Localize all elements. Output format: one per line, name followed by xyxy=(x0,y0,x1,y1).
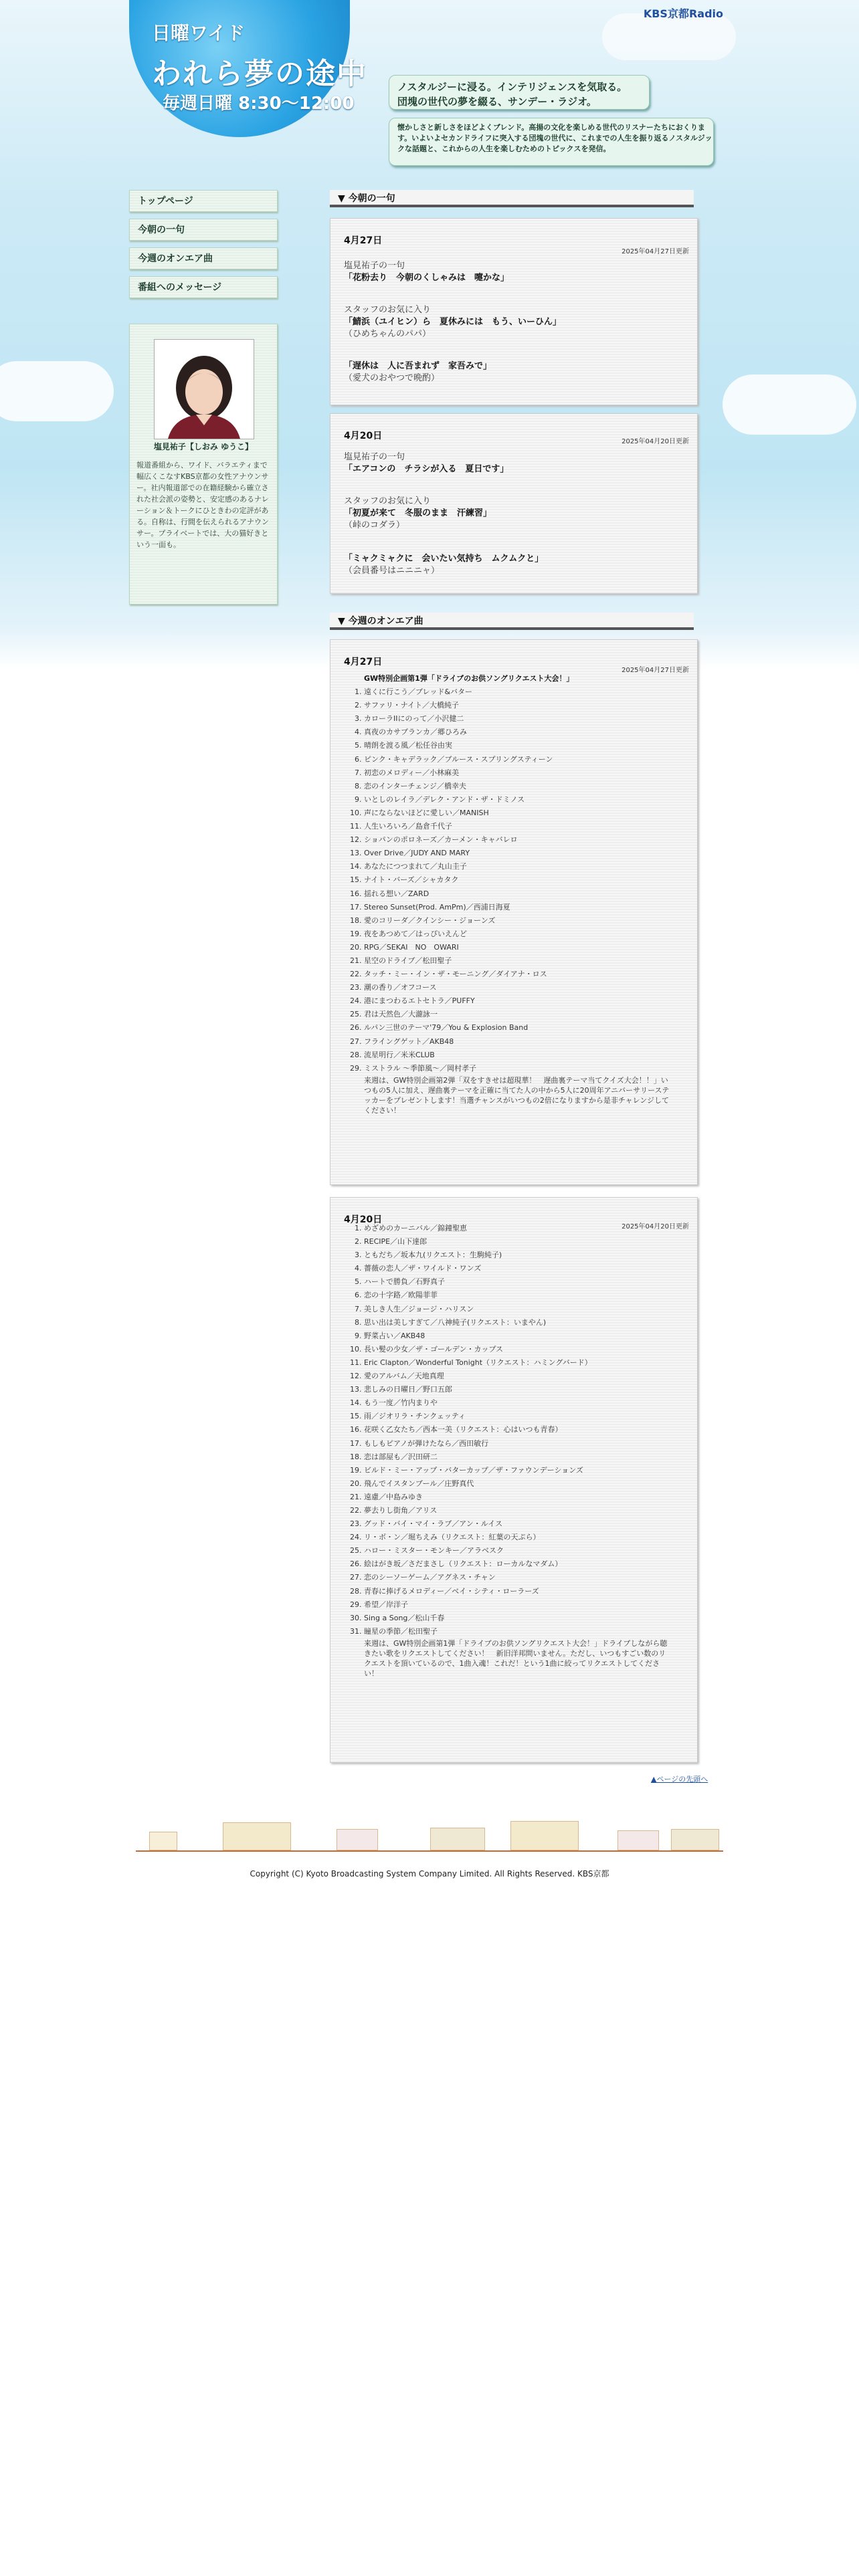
song-item: 24. 港にまつわるエトセトラ／PUFFY xyxy=(364,994,672,1008)
song-item: 4. 薔薇の恋人／ザ・ワイルド・ワンズ xyxy=(364,1262,672,1275)
haiku-entry xyxy=(330,218,698,405)
song-item: 25. 君は天然色／大瀧詠一 xyxy=(364,1008,672,1021)
song-item: 19. 夜をあつめて／はっぴいえんど xyxy=(364,928,672,941)
host-haiku xyxy=(344,451,665,475)
staff-haiku-label: スタッフのお気に入り xyxy=(344,496,432,506)
song-item: 26. ルパン三世のテーマ'79／You & Explosion Band xyxy=(364,1021,672,1035)
song-item: 11. Eric Clapton／Wonderful Tonight（リクエスト：ハミングバード） xyxy=(364,1356,672,1370)
song-item: 19. ビルド・ミー・アップ・バターカップ／ザ・ファウンデーションズ xyxy=(364,1464,672,1477)
house-illustration xyxy=(149,1832,177,1850)
song-item: 10. 声にならないほどに愛しい／MANISH xyxy=(364,807,672,820)
song-item: 25. ハロー・ミスター・モンキー／アラベスク xyxy=(364,1544,672,1558)
song-item: 12. 愛のアルバム／天地真理 xyxy=(364,1370,672,1383)
song-item: 14. あなたにつつまれて／丸山圭子 xyxy=(364,860,672,873)
house-illustration xyxy=(510,1821,579,1850)
host-haiku-label: 塩見祐子の一句 xyxy=(344,261,405,271)
section-title-haiku: ▼ 今朝の一句 xyxy=(330,190,694,207)
house-illustration xyxy=(671,1829,719,1850)
song-list xyxy=(344,672,672,1115)
logo-schedule: 毎週日曜 8:30～12:00 xyxy=(163,94,355,114)
song-item: 9. いとしのレイラ／デレク・アンド・ザ・ドミノス xyxy=(364,793,672,807)
host-haiku-text: 「エアコンの チラシが入る 夏日です」 xyxy=(344,464,509,474)
song-item: 24. リ・ボ・ン／堀ちえみ（リクエスト：紅葉の天ぷら） xyxy=(364,1531,672,1544)
cloud-decoration xyxy=(723,374,856,435)
song-item: 31. 瞳星の季節／松田聖子 xyxy=(364,1625,672,1638)
song-item: 6. 恋の十字路／欧陽菲菲 xyxy=(364,1289,672,1302)
song-ordered-list xyxy=(344,1222,672,1638)
town-illustration xyxy=(136,1816,723,1852)
song-item: 1. めざめのカーニバル／錦鐘聖恵 xyxy=(364,1222,672,1235)
listener-haiku xyxy=(344,360,665,385)
tagline: ノスタルジーに浸る。インテリジェンスを気取る。 団塊の世代の夢を綴る、サンデー・ラジオ。 xyxy=(397,81,628,108)
page-top-link[interactable]: ▲ページの先頭へ xyxy=(651,1775,708,1784)
song-item: 16. 揺れる想い／ZARD xyxy=(364,887,672,901)
listener-haiku-author: （愛犬のおやつで晩酌） xyxy=(344,373,440,383)
song-item: 13. Over Drive／JUDY AND MARY xyxy=(364,847,672,860)
onair-week xyxy=(330,639,698,1185)
entry-date: 4月27日 xyxy=(344,235,383,246)
updated-date: 2025年04月27日更新 xyxy=(622,248,689,255)
song-item: 1. 遠くに行こう／ブレッド&バター xyxy=(364,685,672,699)
house-illustration xyxy=(223,1822,291,1850)
song-item: 2. サファリ・ナイト／大橋純子 xyxy=(364,699,672,712)
side-nav xyxy=(129,190,278,305)
song-item: 6. ピンク・キャデラック／ブルース・スプリングスティーン xyxy=(364,753,672,766)
copyright: Copyright (C) Kyoto Broadcasting System Company Limited. All Rights Reserved. KBS京都 xyxy=(250,1869,609,1879)
song-item: 22. タッチ・ミー・イン・ザ・モーニング／ダイアナ・ロス xyxy=(364,968,672,981)
song-item: 17. Stereo Sunset(Prod. AmPm)／西浦日海夏 xyxy=(364,901,672,914)
song-item: 11. 人生いろいろ／島倉千代子 xyxy=(364,820,672,833)
host-bio: 報道番組から、ワイド、バラエティまで幅広くこなすKBS京都の女性アナウンサー。社内報道部での在籍経験から確立された社会派の姿勢と、安定感のあるナレーション＆トークにひときわの定評がある。自称は、行間を伝えられるアナウンサー。プライベートでは、大の猫好きという一面も。 xyxy=(136,461,269,549)
song-item: 23. 潮の香り／オフコース xyxy=(364,981,672,994)
song-list xyxy=(344,1222,672,1679)
week-date: 4月20日 xyxy=(344,1214,383,1225)
updated-date: 2025年04月27日更新 xyxy=(622,667,689,674)
song-item: 28. 流星明行／米米CLUB xyxy=(364,1049,672,1062)
song-item: 29. 希望／岸洋子 xyxy=(364,1598,672,1612)
listener-haiku-author: （会員番号はニニニャ） xyxy=(344,566,440,576)
host-profile xyxy=(129,324,278,605)
song-item: 30. Sing a Song／松山千春 xyxy=(364,1612,672,1625)
playlist-title: GW特別企画第1弾「ドライブのお供ソングリクエスト大会！」 xyxy=(364,674,574,683)
host-name: 塩見祐子【しおみ ゆうこ】 xyxy=(153,442,254,451)
listener-haiku xyxy=(344,553,665,577)
nav-item-haiku[interactable]: 今朝の一句 xyxy=(129,219,278,241)
song-item: 14. もう一度／竹内まりや xyxy=(364,1396,672,1410)
song-item: 27. 恋のシーソーゲーム／アグネス・チャン xyxy=(364,1571,672,1584)
song-item: 22. 夢去りし街角／アリス xyxy=(364,1504,672,1517)
listener-haiku-text: 「遅休は 人に吾まれず 家吾みで」 xyxy=(344,361,492,371)
staff-haiku xyxy=(344,496,665,532)
song-item: 20. RPG／SEKAI NO OWARI xyxy=(364,941,672,954)
host-haiku-text: 「花粉去り 今朝のくしゃみは 嚏かな」 xyxy=(344,273,510,283)
song-item: 15. ナイト・バーズ／シャカタク xyxy=(364,873,672,887)
song-item: 23. グッド・バイ・マイ・ラブ／アン・ルイス xyxy=(364,1517,672,1531)
staff-haiku-author: （ひめちゃんのパパ） xyxy=(344,329,432,339)
song-item: 17. もしもピアノが弾けたなら／西田敏行 xyxy=(364,1437,672,1451)
song-ordered-list xyxy=(344,685,672,1075)
song-item: 8. 恋のインターチェンジ／橋幸夫 xyxy=(364,780,672,793)
staff-haiku-text: 「初夏が来て 冬服のまま 汗練習」 xyxy=(344,508,492,518)
song-item: 21. 星空のドライブ／松田聖子 xyxy=(364,954,672,968)
nav-item-top[interactable]: トップページ xyxy=(129,190,278,212)
song-item: 27. フライングゲット／AKB48 xyxy=(364,1035,672,1049)
nav-item-onair[interactable]: 今週のオンエア曲 xyxy=(129,247,278,270)
song-item: 5. ハートで勝負／石野真子 xyxy=(364,1275,672,1289)
cloud-decoration xyxy=(0,361,114,421)
program-logo[interactable] xyxy=(129,0,383,137)
song-item: 13. 悲しみの日曜日／野口五郎 xyxy=(364,1383,672,1396)
song-item: 16. 花咲く乙女たち／西本一美（リクエスト：心はいつも青春） xyxy=(364,1423,672,1436)
song-item: 18. 愛のコリーダ／クインシー・ジョーンズ xyxy=(364,914,672,928)
tagline-box xyxy=(389,75,650,110)
playlist-note: 来週は、GW特別企画第2弾「双をすきせは超現華！ 遅曲裏テーマ当てクイズ大会！！」いつもの5人に加え、遅曲裏テーマを正確に当てた人の中から5人に20周年アニバーサリーステッカーをプレゼントします！当選チャンスがいつもの2倍になりますから是非チャレンジしてください！ xyxy=(364,1075,670,1115)
song-item: 3. カローラIIにのって／小沢健二 xyxy=(364,712,672,726)
host-photo xyxy=(154,339,254,439)
haiku-entry xyxy=(330,413,698,594)
updated-date: 2025年04月20日更新 xyxy=(622,1223,689,1230)
song-item: 12. ショパンのポロネーズ／カーメン・キャバレロ xyxy=(364,833,672,847)
song-item: 8. 思い出は美しすぎて／八神純子(リクエスト：いまやん) xyxy=(364,1316,672,1329)
song-item: 15. 雨／ジオリラ・チンクェッティ xyxy=(364,1410,672,1423)
logo-text: 日曜ワイド xyxy=(152,22,246,44)
song-item: 18. 恋は部屋も／沢田研二 xyxy=(364,1451,672,1464)
song-item: 28. 青春に捧げるメロディー／ベイ・シティ・ローラーズ xyxy=(364,1585,672,1598)
song-item: 5. 晴朗を渡る風／松任谷由実 xyxy=(364,739,672,752)
song-item: 20. 飛んでイスタンブール／庄野真代 xyxy=(364,1477,672,1491)
week-date: 4月27日 xyxy=(344,657,383,667)
song-item: 7. 初恋のメロディー／小林麻美 xyxy=(364,766,672,780)
staff-haiku-author: （峠のコダラ） xyxy=(344,520,405,530)
house-illustration xyxy=(617,1830,659,1850)
song-item: 29. ミストラル ～季節風～／岡村孝子 xyxy=(364,1062,672,1075)
song-item: 10. 長い髪の少女／ザ・ゴールデン・カップス xyxy=(364,1343,672,1356)
staff-haiku-text: 「鯖浜（ユイヒン）ら 夏休みには もう、いーひん」 xyxy=(344,317,562,327)
staff-haiku-label: スタッフのお気に入り xyxy=(344,305,432,315)
updated-date: 2025年04月20日更新 xyxy=(622,438,689,445)
intro-box xyxy=(389,118,714,166)
song-item: 2. RECIPE／山下達郎 xyxy=(364,1235,672,1249)
onair-week xyxy=(330,1197,698,1763)
intro-text: 懐かしさと新しさをほどよくブレンド。高揚の文化を楽しめる世代のリスナーたちにおくります。いよいよセカンドライフに突入する団塊の世代に、これまでの人生を振り返るノスタルジックな話題と、これからの人生を楽しむためのトピックスを発信。 xyxy=(397,123,712,153)
staff-haiku xyxy=(344,304,665,340)
song-item: 9. 野菜占い／AKB48 xyxy=(364,1329,672,1343)
house-illustration xyxy=(337,1829,378,1850)
house-illustration xyxy=(430,1828,485,1850)
host-haiku xyxy=(344,260,665,284)
nav-item-message[interactable]: 番組へのメッセージ xyxy=(129,276,278,298)
song-item: 3. ともだち／坂本九(リクエスト：生駒純子) xyxy=(364,1249,672,1262)
station-logo[interactable]: KBS京都Radio xyxy=(643,7,723,20)
logo-title: われら夢の途中 xyxy=(152,57,367,91)
playlist-note: 来週は、GW特別企画第1弾「ドライブのお供ソングリクエスト大会！」ドライブしながら聴きたい歌をリクエストしてください！ 新旧洋邦問いません。ただし、いつもすごい数のリクエストを頂いているので、1曲入魂！これだ！という1曲に絞ってリクエストしてください！ xyxy=(364,1638,668,1678)
song-item: 26. 絵はがき坂／さだまさし（リクエスト：ローカルなマダム） xyxy=(364,1558,672,1571)
song-item: 7. 美しき人生／ジョージ・ハリスン xyxy=(364,1303,672,1316)
entry-date: 4月20日 xyxy=(344,431,383,441)
host-haiku-label: 塩見祐子の一句 xyxy=(344,452,405,462)
listener-haiku-text: 「ミャクミャクに 会いたい気持ち ムクムクと」 xyxy=(344,554,544,564)
song-item: 4. 真夜のカサブランカ／郷ひろみ xyxy=(364,726,672,739)
section-title-onair: ▼ 今週のオンエア曲 xyxy=(330,613,694,630)
song-item: 21. 遠慮／中島みゆき xyxy=(364,1491,672,1504)
